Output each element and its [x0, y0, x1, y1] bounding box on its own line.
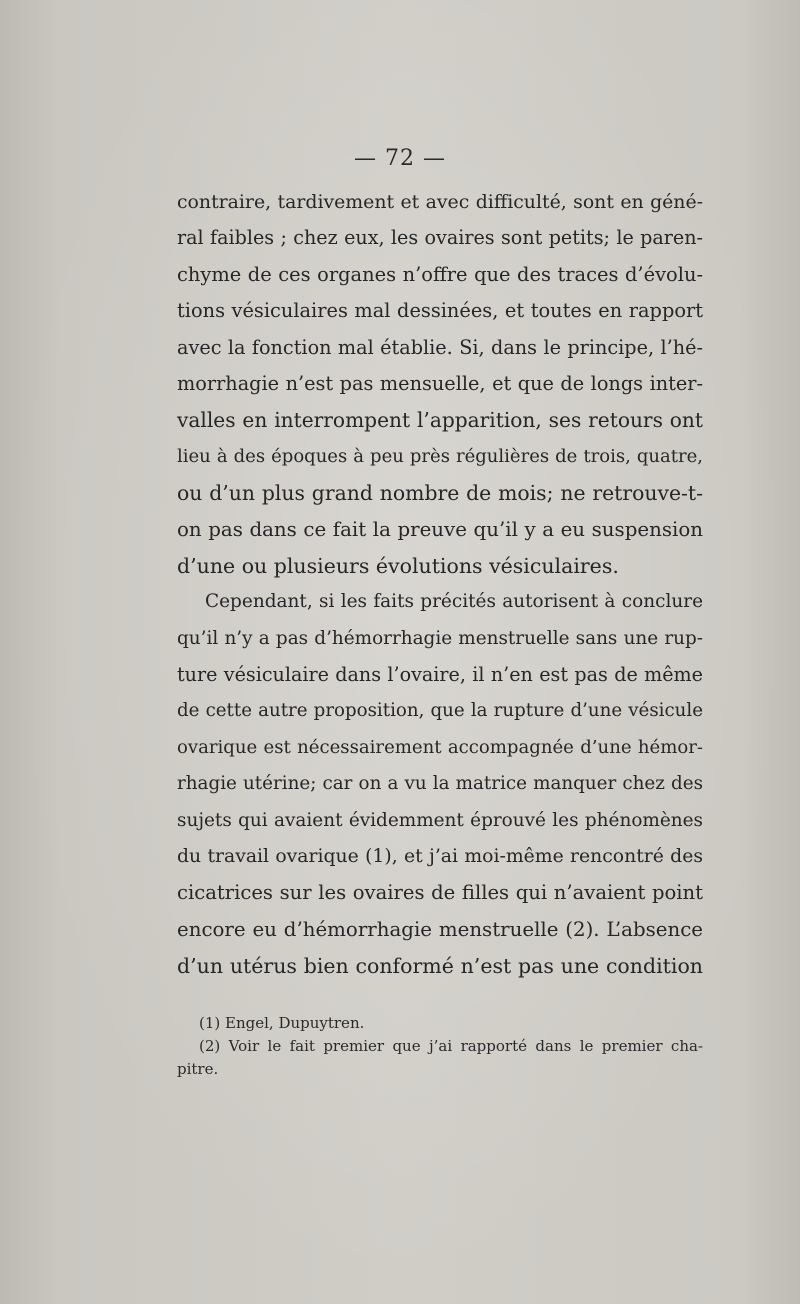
text-line: du travail ovarique (1), et j’ai moi-même rencontré des: [177, 846, 703, 868]
text-line: lieu à des époques à peu près régulières de trois, quatre,: [177, 445, 703, 467]
text-line: d’un utérus bien conformé n’est pas une condition: [177, 954, 703, 979]
page-number: — 72 —: [354, 146, 446, 171]
text-line: de cette autre proposition, que la rupture d’une vésicule: [177, 700, 703, 722]
text-line: sujets qui avaient évidemment éprouvé les phénomènes: [177, 809, 703, 831]
text-line: cicatrices sur les ovaires de filles qui n’avaient point: [177, 881, 703, 905]
footnote: (1) Engel, Dupuytren.: [199, 1014, 365, 1032]
text-line: qu’il n’y a pas d’hémorrhagie menstruelle sans une rup-: [177, 627, 703, 649]
text-line: avec la fonction mal établie. Si, dans le principe, l’hé-: [177, 335, 703, 359]
text-line: valles en interrompent l’apparition, ses retours ont: [177, 408, 703, 433]
footnote: (2) Voir le fait premier que j’ai rapporté dans le premier cha-: [199, 1037, 703, 1055]
text-line: on pas dans ce fait la preuve qu’il y a eu suspension: [177, 517, 703, 541]
text-line: contraire, tardivement et avec difficulté, sont en géné-: [177, 191, 703, 213]
text-line: morrhagie n’est pas mensuelle, et que de longs inter-: [177, 371, 703, 395]
text-line: ture vésiculaire dans l’ovaire, il n’en est pas de même: [177, 663, 703, 687]
text-line: ral faibles ; chez eux, les ovaires sont petits; le paren-: [177, 226, 703, 250]
text-line: ou d’un plus grand nombre de mois; ne retrouve-t-: [177, 481, 703, 506]
body-text: [177, 184, 703, 985]
footnotes: [177, 1012, 703, 1081]
text-line: rhagie utérine; car on a vu la matrice manquer chez des: [177, 773, 703, 795]
text-line: encore eu d’hémorrhagie menstruelle (2). L’absence: [177, 917, 703, 941]
footnote: pitre.: [177, 1060, 219, 1078]
text-line: Cependant, si les faits précités autorisent à conclure: [205, 591, 703, 613]
text-line: ovarique est nécessairement accompagnée d’une hémor-: [177, 736, 703, 758]
text-line: d’une ou plusieurs évolutions vésiculaires.: [177, 553, 619, 578]
text-line: tions vésiculaires mal dessinées, et toutes en rapport: [177, 299, 703, 323]
text-line: chyme de ces organes n’offre que des traces d’évolu-: [177, 262, 703, 286]
